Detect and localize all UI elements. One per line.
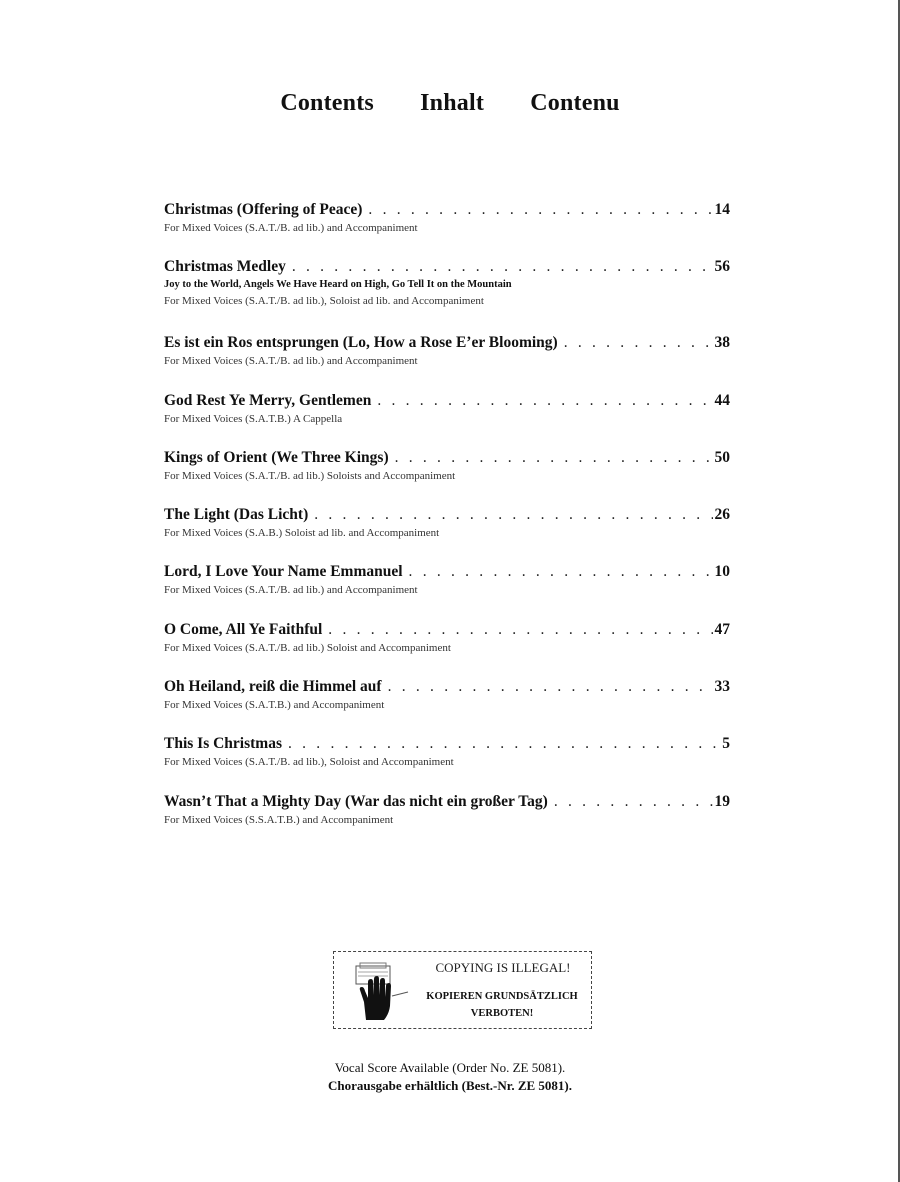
toc-voicing: For Mixed Voices (S.A.T./B. ad lib.) and Accompaniment (164, 584, 418, 597)
toc-entry[interactable] (164, 792, 730, 849)
toc-entry[interactable] (164, 677, 730, 734)
footer-german: Chorausgabe erhältlich (Best.-Nr. ZE 5081). (328, 1078, 572, 1093)
toc-page-number: 19 (714, 792, 730, 810)
table-of-contents (164, 200, 730, 849)
heading-english: Contents (280, 90, 374, 116)
toc-entry[interactable] (164, 200, 730, 257)
toc-page-number: 56 (714, 258, 730, 276)
toc-title: Oh Heiland, reiß die Himmel auf (164, 678, 382, 696)
toc-entry[interactable] (164, 333, 730, 390)
toc-page-number: 5 (722, 735, 730, 753)
toc-voicing: For Mixed Voices (S.A.T.B.) A Cappella (164, 412, 343, 425)
heading-german: Inhalt (420, 90, 485, 116)
toc-entry[interactable] (164, 562, 730, 619)
toc-voicing: For Mixed Voices (S.A.T.B.) and Accompaniment (164, 699, 385, 712)
toc-page-number: 14 (714, 201, 730, 218)
toc-entry[interactable] (164, 257, 730, 333)
dot-leader (377, 391, 712, 411)
toc-voicing: For Mixed Voices (S.A.T./B. ad lib.), Soloist ad lib. and Accompaniment (164, 295, 484, 308)
toc-title: Lord, I Love Your Name Emmanuel (164, 563, 403, 581)
toc-page-number: 10 (714, 563, 730, 581)
dot-leader (328, 620, 712, 640)
toc-voicing: For Mixed Voices (S.A.T./B. ad lib.) Soloist and Accompaniment (164, 641, 451, 654)
toc-title: God Rest Ye Merry, Gentlemen (164, 391, 372, 409)
warning-german (412, 988, 592, 1022)
toc-entry[interactable] (164, 391, 730, 448)
toc-title: Kings of Orient (We Three Kings) (164, 448, 389, 466)
hand-stop-icon (346, 962, 412, 1022)
toc-title: Wasn’t That a Mighty Day (War das nicht ein großer Tag) (164, 792, 548, 810)
dot-leader (564, 333, 713, 353)
toc-title: Christmas Medley (164, 258, 286, 276)
toc-page-number: 50 (714, 448, 730, 466)
toc-voicing: For Mixed Voices (S.A.T./B. ad lib.) and Accompaniment (164, 355, 418, 368)
toc-page-number: 33 (714, 678, 730, 696)
toc-medley-contents: Joy to the World, Angels We Have Heard on High, Go Tell It on the Mountain (164, 279, 512, 291)
dot-leader (395, 448, 713, 468)
toc-entry[interactable] (164, 734, 730, 791)
heading-french: Contenu (530, 90, 620, 116)
dot-leader (314, 505, 712, 525)
toc-page-number: 44 (714, 391, 730, 409)
toc-title: This Is Christmas (164, 735, 282, 753)
toc-voicing: For Mixed Voices (S.A.B.) Soloist ad lib. and Accompaniment (164, 527, 440, 540)
toc-page-number: 26 (714, 506, 730, 524)
footer-english: Vocal Score Available (Order No. ZE 5081). (334, 1060, 566, 1075)
toc-voicing: For Mixed Voices (S.S.A.T.B.) and Accompaniment (164, 813, 394, 826)
toc-voicing: For Mixed Voices (S.A.T./B. ad lib.), Soloist and Accompaniment (164, 756, 454, 769)
toc-voicing: For Mixed Voices (S.A.T./B. ad lib.) Soloists and Accompaniment (164, 469, 456, 482)
toc-title: O Come, All Ye Faithful (164, 620, 323, 638)
toc-title: Es ist ein Ros entsprungen (Lo, How a Rose E’er Blooming) (164, 334, 558, 352)
toc-entry[interactable] (164, 448, 730, 505)
toc-page-number: 47 (714, 620, 730, 638)
warning-german-line2: VERBOTEN! (470, 1008, 534, 1019)
copying-warning-box (333, 951, 592, 1029)
toc-entry[interactable] (164, 505, 730, 562)
dot-leader (368, 200, 712, 220)
toc-page-number: 38 (714, 334, 730, 352)
warning-english: COPYING IS ILLEGAL! (435, 960, 571, 975)
dot-leader (288, 734, 720, 754)
toc-entry[interactable] (164, 620, 730, 677)
footer-note (0, 1059, 900, 1095)
dot-leader (388, 677, 713, 697)
dot-leader (409, 562, 713, 582)
toc-title: Christmas (Offering of Peace) (164, 201, 363, 218)
toc-title: The Light (Das Licht) (164, 506, 309, 524)
dot-leader (554, 792, 713, 812)
warning-german-line1: KOPIEREN GRUNDSÄTZLICH (426, 991, 578, 1002)
dot-leader (292, 257, 713, 277)
page-title (0, 90, 900, 117)
toc-voicing: For Mixed Voices (S.A.T./B. ad lib.) and Accompaniment (164, 222, 418, 234)
